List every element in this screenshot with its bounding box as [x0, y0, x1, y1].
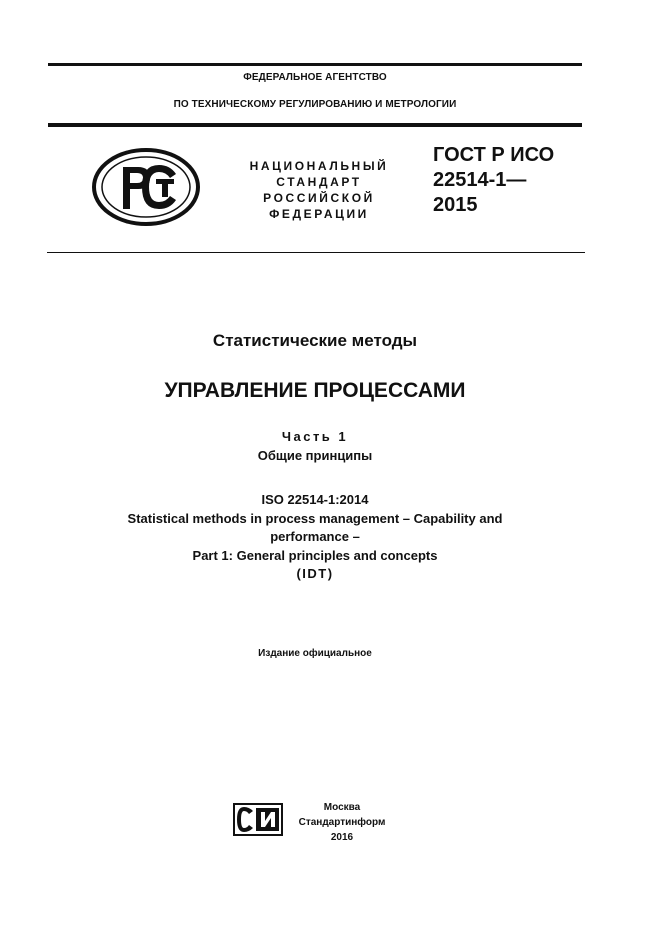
gost-designation-line-1: ГОСТ Р ИСО	[433, 144, 555, 166]
header-bottom-rule	[48, 123, 582, 127]
publisher-year: 2016	[330, 832, 354, 843]
iso-number: ISO 22514-1:2014	[261, 492, 369, 507]
publisher-city: Москва	[323, 802, 361, 813]
standartinform-logo-icon	[233, 803, 283, 836]
top-rule	[48, 63, 582, 66]
gost-designation-line-3: 2015	[433, 194, 478, 216]
main-title: УПРАВЛЕНИЕ ПРОЦЕССАМИ	[164, 379, 466, 402]
edition-label: Издание официальное	[258, 648, 372, 659]
subject-title: Статистические методы	[212, 331, 418, 350]
gost-designation-line-2: 22514-1—	[433, 169, 527, 191]
iso-title-line-2: performance –	[270, 529, 360, 544]
national-standard-line-4: ФЕДЕРАЦИИ	[269, 207, 369, 221]
part-title: Общие принципы	[257, 448, 373, 463]
idt-label: (IDT)	[296, 566, 334, 581]
iso-title-line-3: Part 1: General principles and concepts	[192, 548, 438, 563]
iso-title-line-1: Statistical methods in process management – Capability and	[127, 511, 503, 526]
national-standard-line-3: РОССИЙСКОЙ	[263, 191, 375, 205]
agency-line-2: ПО ТЕХНИЧЕСКОМУ РЕГУЛИРОВАНИЮ И МЕТРОЛОГИИ	[173, 99, 457, 110]
agency-line-1: ФЕДЕРАЛЬНОЕ АГЕНТСТВО	[243, 72, 387, 83]
national-standard-line-1: НАЦИОНАЛЬНЫЙ	[249, 159, 389, 173]
designation-rule	[47, 252, 585, 253]
rst-logo-icon	[90, 147, 202, 227]
publisher-name: Стандартинформ	[298, 817, 386, 828]
national-standard-line-2: СТАНДАРТ	[276, 175, 362, 189]
part-label: Часть 1	[281, 429, 349, 444]
